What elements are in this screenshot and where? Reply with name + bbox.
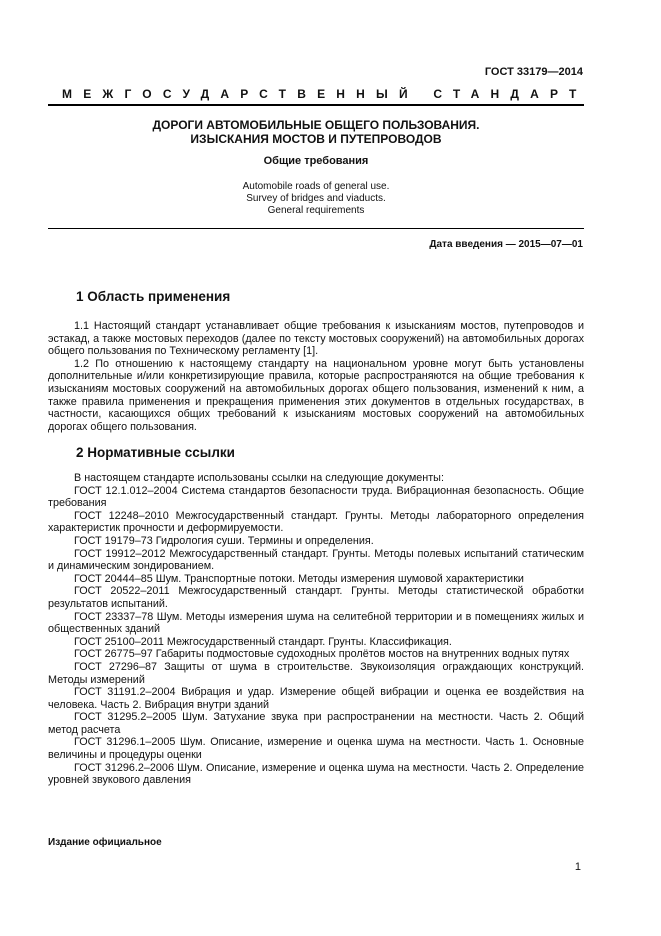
reference-item: ГОСТ 19912–2012 Межгосударственный стандарт. Грунты. Методы полевых испытаний статическим и динамическим зондированием. bbox=[48, 547, 584, 573]
title-rule bbox=[48, 228, 584, 229]
reference-item: ГОСТ 26775–97 Габариты подмостовые судоходных пролётов мостов на внутренних водных путях bbox=[74, 648, 570, 661]
reference-item: ГОСТ 31296.1–2005 Шум. Описание, измерение и оценка шума на местности. Часть 1. Основные величины и процедуры оценки bbox=[48, 736, 584, 762]
reference-item: ГОСТ 12248–2010 Межгосударственный стандарт. Грунты. Методы лабораторного определения характеристик прочности и деформируемости. bbox=[48, 509, 584, 535]
reference-item: ГОСТ 23337–78 Шум. Методы измерения шума на селитебной территории и в помещениях жилых и общественных зданий bbox=[48, 610, 584, 636]
title-line-1: ДОРОГИ АВТОМОБИЛЬНЫЕ ОБЩЕГО ПОЛЬЗОВАНИЯ. bbox=[152, 118, 480, 132]
paragraph-1-1: 1.1 Настоящий стандарт устанавливает общие требования к изысканиям мостов, путепроводов и эстакад, а также мостовых переходов (далее по тексту мостовых сооружений) на автомобильных дорогах общего пользования по Техническому регламенту [1]. bbox=[48, 320, 584, 358]
reference-item: ГОСТ 12.1.012–2004 Система стандартов безопасности труда. Вибрационная безопасность. Общие требования bbox=[48, 484, 584, 510]
english-title bbox=[48, 181, 584, 217]
references-intro: В настоящем стандарте использованы ссылки на следующие документы: bbox=[74, 472, 444, 484]
english-title-line-1: Automobile roads of general use. bbox=[242, 181, 390, 192]
reference-item: ГОСТ 20444–85 Шум. Транспортные потоки. Методы измерения шумовой характеристики bbox=[74, 572, 524, 585]
reference-item: ГОСТ 25100–2011 Межгосударственный стандарт. Грунты. Классификация. bbox=[74, 635, 452, 648]
official-edition-label: Издание официальное bbox=[48, 837, 162, 848]
reference-item: ГОСТ 27296–87 Защиты от шума в строительстве. Звукоизоляция ограждающих конструкций. Методы измерений bbox=[48, 660, 584, 686]
english-title-line-3: General requirements bbox=[267, 205, 365, 216]
reference-item: ГОСТ 19179–73 Гидрология суши. Термины и определения. bbox=[74, 534, 374, 547]
reference-item: ГОСТ 31191.2–2004 Вибрация и удар. Измерение общей вибрации и оценка ее воздействия на человека. Часть 2. Вибрация внутри зданий bbox=[48, 686, 584, 711]
header-rule bbox=[48, 104, 584, 106]
section-1-body bbox=[48, 320, 584, 433]
paragraph-1-2: 1.2 По отношению к настоящему стандарту на национальном уровне могут быть установлены дополнительные и/или конкретизирующие правила, которые распространяются на общие требования к изысканиям мостовых сооружений на автомобильных дорогах общего пользования, изменений к ним, а также правила применения и прекращения применения этих документов в отдельных государствах, в частности, касающихся общих требований к изысканиям мостовых сооружений на автомобильных дорогах общего пользования. bbox=[48, 357, 584, 433]
section-2-body bbox=[48, 472, 584, 787]
introduction-date: Дата введения — 2015—07—01 bbox=[429, 239, 583, 250]
english-title-line-2: Survey of bridges and viaducts. bbox=[246, 193, 386, 204]
section-2-heading: 2 Нормативные ссылки bbox=[76, 445, 235, 460]
document-title bbox=[48, 118, 584, 146]
reference-item: ГОСТ 20522–2011 Межгосударственный стандарт. Грунты. Методы статистической обработки результатов испытаний. bbox=[48, 585, 584, 610]
standard-banner: МЕЖГОСУДАРСТВЕННЫЙ СТАНДАРТ bbox=[62, 87, 588, 101]
document-id: ГОСТ 33179—2014 bbox=[484, 66, 583, 78]
document-subtitle: Общие требования bbox=[263, 155, 369, 167]
section-1-heading: 1 Область применения bbox=[76, 289, 231, 304]
reference-item: ГОСТ 31295.2–2005 Шум. Затухание звука при распространении на местности. Часть 2. Общий метод расчета bbox=[48, 711, 584, 736]
reference-item: ГОСТ 31296.2–2006 Шум. Описание, измерение и оценка шума на местности. Часть 2. Определение уровней звукового давления bbox=[48, 761, 584, 787]
title-line-2: ИЗЫСКАНИЯ МОСТОВ И ПУТЕПРОВОДОВ bbox=[190, 132, 442, 146]
page-number: 1 bbox=[574, 861, 581, 873]
